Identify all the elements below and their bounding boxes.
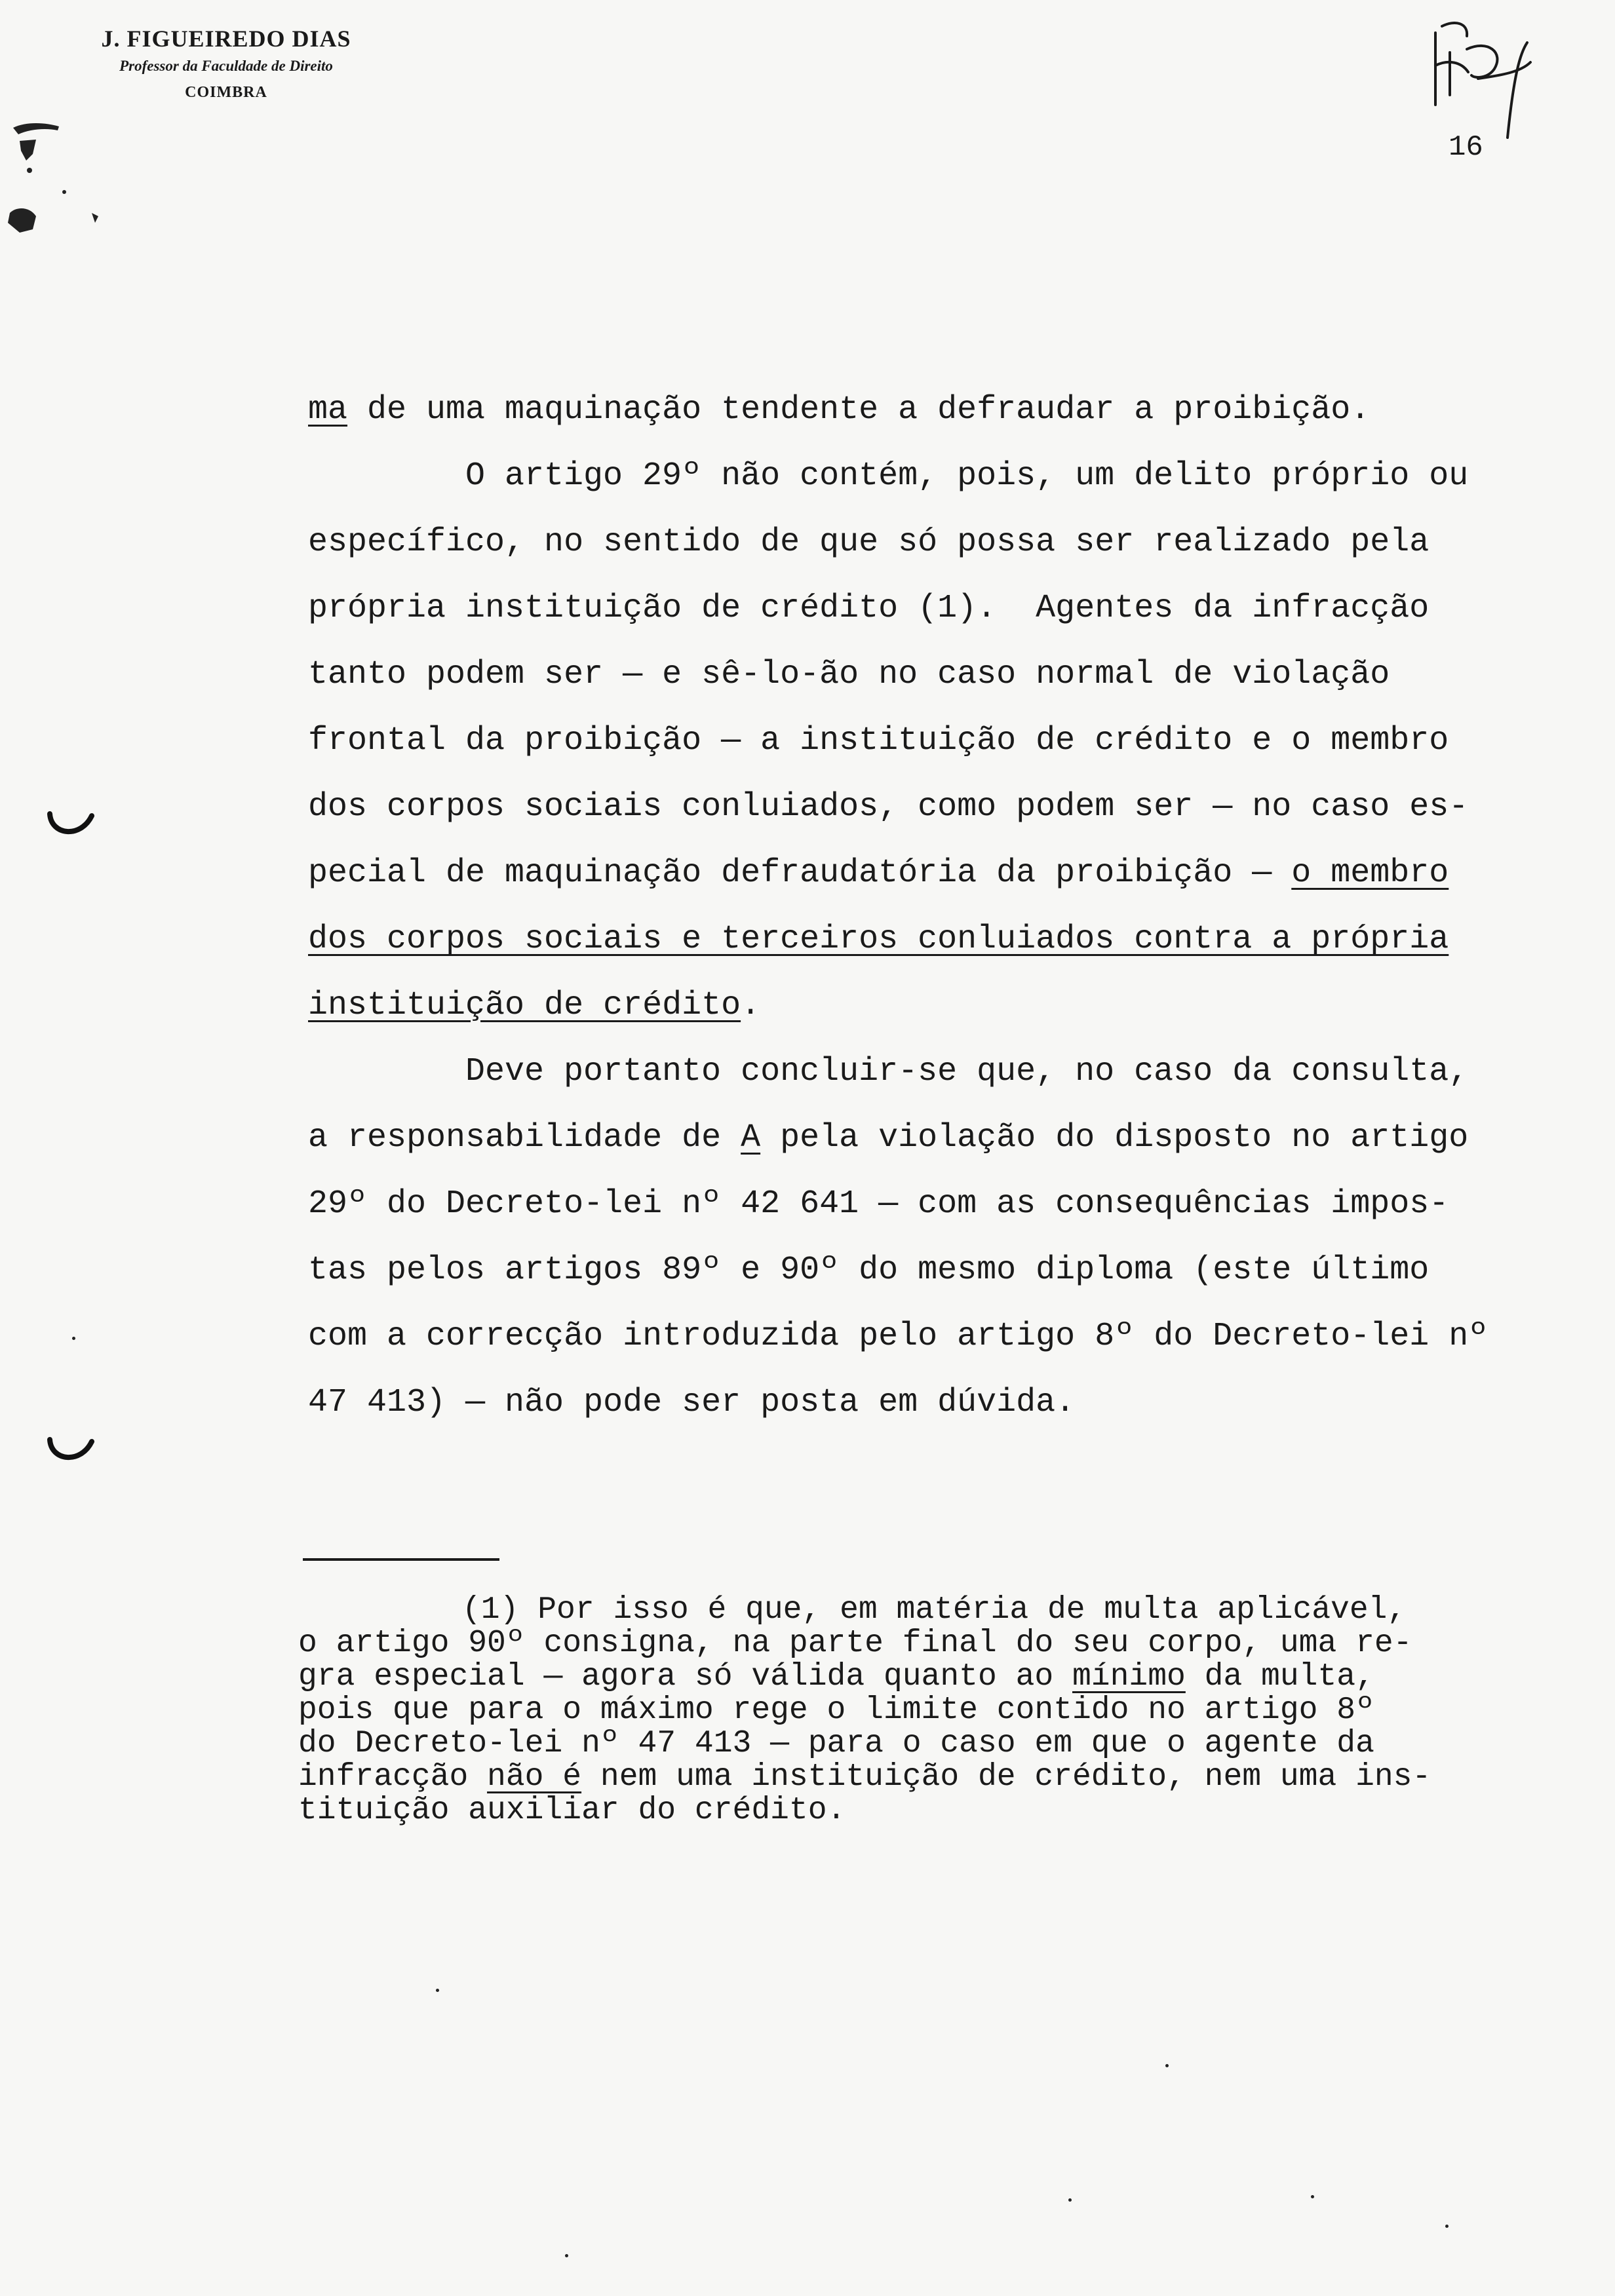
scan-speck xyxy=(1311,2195,1314,2198)
body-line xyxy=(308,1171,1488,1237)
body-line xyxy=(308,1369,1488,1436)
body-text-segment: Deve portanto concluir-se que, no caso da consulta, xyxy=(465,1053,1469,1090)
footnote-text-segment: da multa, xyxy=(1185,1659,1374,1694)
body-text-segment: dos corpos sociais conluiados, como podem ser — no caso es- xyxy=(308,788,1469,826)
body-text-segment: de uma maquinação tendente a defraudar a proibição. xyxy=(347,391,1371,429)
body-text-segment: A xyxy=(741,1119,761,1157)
letterhead xyxy=(0,25,452,102)
body-text-segment: ma xyxy=(308,391,348,429)
body-line xyxy=(308,377,1488,443)
footnote-text-segment: (1) Por isso é que, em matéria de multa aplicável, xyxy=(462,1592,1407,1628)
letterhead-subtitle: Professor da Faculdade de Direito xyxy=(119,58,333,74)
margin-smudge xyxy=(0,115,111,272)
footnote-line xyxy=(298,1761,1491,1794)
footnote-line xyxy=(298,1794,1491,1827)
body-text-segment: pela violação do disposto no artigo xyxy=(760,1119,1469,1157)
body-line xyxy=(308,972,1488,1039)
body-text-segment: específico, no sentido de que só possa ser realizado pela xyxy=(308,524,1430,561)
scan-speck xyxy=(1445,2225,1449,2228)
letterhead-name: J. FIGUEIREDO DIAS xyxy=(101,26,351,52)
handwritten-initials xyxy=(1416,13,1566,144)
body-line xyxy=(308,641,1488,708)
body-line xyxy=(308,1237,1488,1303)
body-text-segment: o membro xyxy=(1291,854,1449,892)
body-line xyxy=(308,1105,1488,1171)
footnote-line xyxy=(298,1627,1491,1660)
body-line xyxy=(308,443,1488,509)
footnote-text-segment: mínimo xyxy=(1072,1659,1186,1694)
footnote-text-segment: infracção xyxy=(298,1759,488,1795)
body-line xyxy=(308,708,1488,774)
footnote xyxy=(298,1594,1491,1827)
body-line xyxy=(308,906,1488,972)
body-text-segment: 29º do Decreto-lei nº 42 641 — com as consequências impos- xyxy=(308,1185,1449,1223)
body-line xyxy=(308,1303,1488,1369)
body-text-segment: a responsabilidade de xyxy=(308,1119,741,1157)
body-text-segment: própria instituição de crédito (1). Agentes da infracção xyxy=(308,590,1430,627)
footnote-line xyxy=(298,1660,1491,1694)
footnote-separator xyxy=(303,1558,499,1561)
footnote-text-segment: do Decreto-lei nº 47 413 — para o caso em que o agente da xyxy=(298,1726,1374,1761)
scan-speck xyxy=(436,1989,439,1992)
body-text-segment: frontal da proibição — a instituição de crédito e o membro xyxy=(308,722,1449,759)
footnote-text-segment: tituição auxiliar do crédito. xyxy=(298,1793,846,1828)
body-line xyxy=(308,774,1488,840)
body-text xyxy=(308,377,1488,1436)
footnote-text-segment: o artigo 90º consigna, na parte final do seu corpo, uma re- xyxy=(298,1626,1412,1661)
body-line xyxy=(308,1039,1488,1105)
footnote-line xyxy=(298,1727,1491,1761)
scan-speck xyxy=(1068,2198,1072,2202)
body-line xyxy=(308,575,1488,641)
scan-speck xyxy=(72,1337,75,1340)
body-line xyxy=(308,840,1488,906)
footnote-text-segment: não é xyxy=(487,1759,582,1795)
footnote-text-segment: nem uma instituição de crédito, nem uma ins- xyxy=(581,1759,1431,1795)
footnote-text-segment: pois que para o máximo rege o limite contido no artigo 8º xyxy=(298,1693,1374,1728)
punch-hole-mark xyxy=(45,1432,97,1471)
body-text-segment: tanto podem ser — e sê-lo-ão no caso normal de violação xyxy=(308,656,1390,693)
body-text-segment: . xyxy=(741,987,761,1024)
letterhead-city: COIMBRA xyxy=(185,84,267,101)
page-number: 16 xyxy=(1449,131,1483,164)
body-line xyxy=(308,509,1488,575)
body-text-segment: O artigo 29º não contém, pois, um delito próprio ou xyxy=(465,457,1469,495)
footnote-line xyxy=(298,1694,1491,1727)
scan-speck xyxy=(1165,2064,1169,2067)
body-text-segment: instituição de crédito xyxy=(308,987,741,1024)
punch-hole-mark xyxy=(45,806,97,845)
scan-speck xyxy=(565,2254,568,2257)
body-text-segment: tas pelos artigos 89º e 90º do mesmo diploma (este último xyxy=(308,1252,1430,1289)
footnote-text-segment: gra especial — agora só válida quanto ao xyxy=(298,1659,1072,1694)
footnote-line xyxy=(298,1594,1491,1627)
body-text-segment: 47 413) — não pode ser posta em dúvida. xyxy=(308,1384,1076,1421)
body-text-segment: dos corpos sociais e terceiros conluiados contra a própria xyxy=(308,921,1449,958)
body-text-segment: pecial de maquinação defraudatória da proibição — xyxy=(308,854,1292,892)
body-text-segment: com a correcção introduzida pelo artigo 8º do Decreto-lei nº xyxy=(308,1318,1489,1355)
